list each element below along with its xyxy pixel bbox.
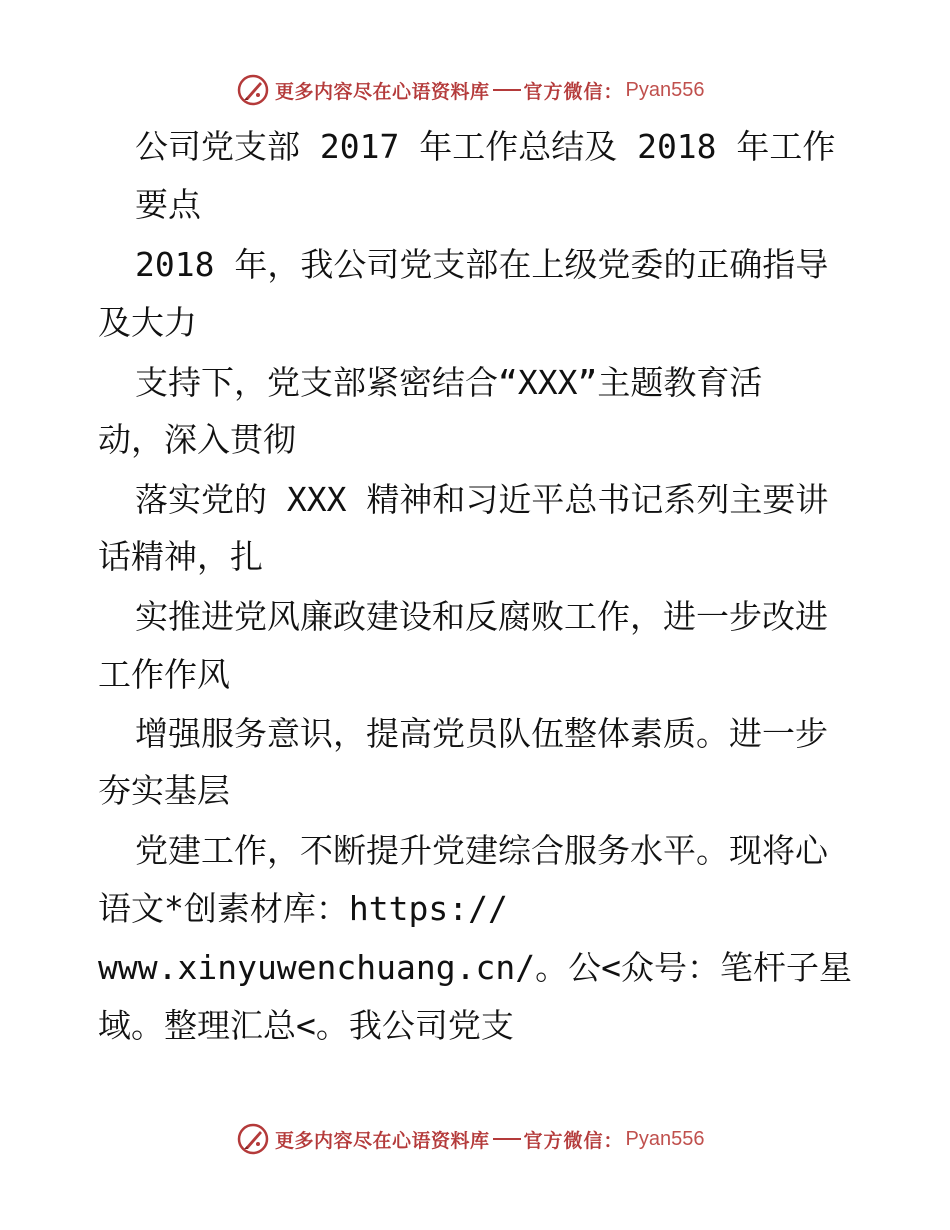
paragraph-line: 支持下，党支部紧密结合“XXX”主题教育活 (135, 363, 763, 402)
paragraph-line: www.xinyuwenchuang.cn/。公<众号：笔杆子星 (98, 948, 852, 987)
watermark-wechat-id: Pyan556 (625, 1127, 705, 1150)
watermark-text: 更多内容尽在心语资料库 (275, 80, 490, 103)
paragraph-line: 话精神，扎 (98, 537, 263, 576)
paragraph-line: 增强服务意识，提高党员队伍整体素质。进一步 (135, 714, 828, 753)
paragraph-line: 及大力 (98, 303, 197, 342)
quill-logo-icon (236, 73, 270, 107)
paragraph-line: 语文*创素材库：https:// (98, 889, 508, 928)
paragraph-line: 工作作风 (98, 655, 230, 694)
document-title-line-2: 要点 (135, 185, 201, 224)
watermark-divider (493, 89, 521, 91)
paragraph-line: 动，深入贯彻 (98, 420, 296, 459)
paragraph-line: 实推进党风廉政建设和反腐败工作，进一步改进 (135, 597, 828, 636)
paragraph-line: 夯实基层 (98, 771, 230, 810)
watermark-wechat-label: 官方微信： (523, 80, 624, 103)
footer-watermark (236, 1122, 705, 1156)
paragraph-line: 落实党的 XXX 精神和习近平总书记系列主要讲 (135, 480, 829, 519)
document-title-line-1: 公司党支部 2017 年工作总结及 2018 年工作 (135, 127, 836, 166)
paragraph-line: 党建工作，不断提升党建综合服务水平。现将心 (135, 831, 828, 870)
watermark-wechat-label: 官方微信： (523, 1129, 624, 1152)
watermark-divider (493, 1138, 521, 1140)
header-watermark (236, 73, 705, 107)
quill-logo-icon (236, 1122, 270, 1156)
watermark-wechat-id: Pyan556 (625, 78, 705, 101)
paragraph-line: 域。整理汇总<。我公司党支 (98, 1006, 514, 1045)
watermark-text: 更多内容尽在心语资料库 (275, 1129, 490, 1152)
paragraph-line: 2018 年，我公司党支部在上级党委的正确指导 (135, 245, 829, 284)
